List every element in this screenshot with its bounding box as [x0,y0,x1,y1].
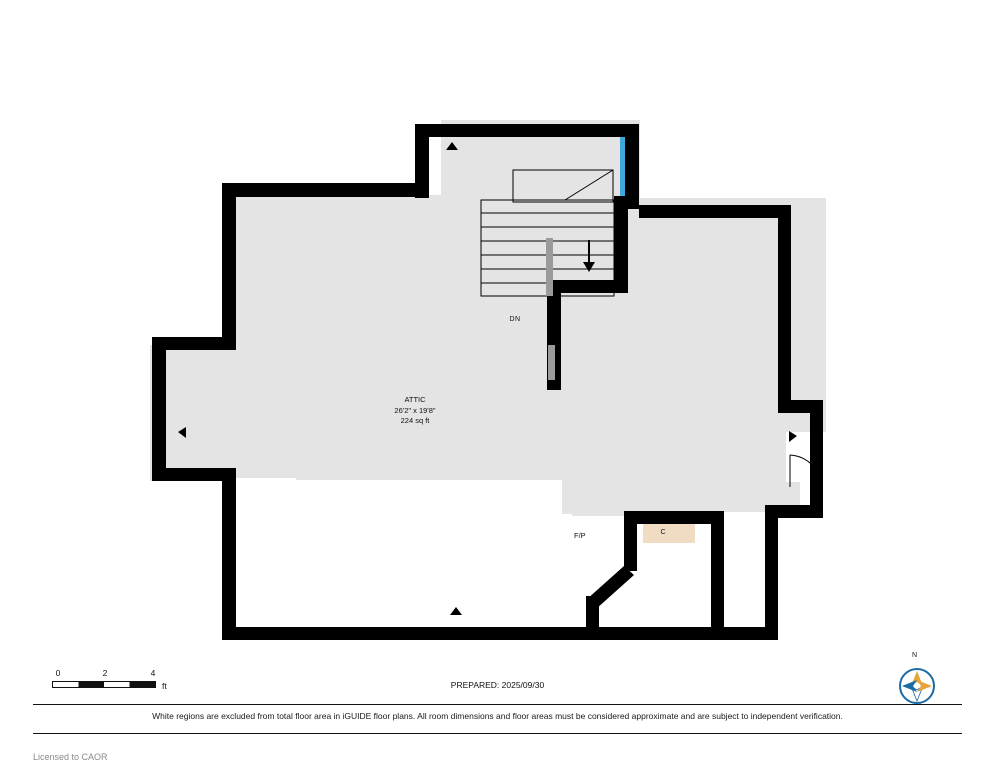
room-label [355,395,475,427]
disclaimer-text: White regions are excluded from total floor area in iGUIDE floor plans. All room dimensions and floor areas must be considered approximate and are subject to independent verification. [152,711,843,721]
stair-rail [546,238,553,296]
stair-rail-lower [548,345,555,380]
room-area: 224 sq ft [400,416,430,425]
scale-tick-4: 4 [150,668,156,678]
fireplace-label: F/P [574,531,586,540]
room-dimensions: 26'2" x 19'8" [394,405,436,415]
room-name: ATTIC [404,395,426,404]
scale-tick-2: 2 [102,668,108,678]
compass-rose [890,652,946,708]
compass-icon [890,652,946,708]
footer-divider-bottom [33,733,962,734]
prepared-date: PREPARED: 2025/09/30 [450,680,545,690]
scale-tick-0: 0 [55,668,61,678]
footer-divider-top [33,704,962,705]
closet-label: C [660,529,666,536]
scale-unit-label: ft [162,681,167,691]
licensed-text: Licensed to CAOR [33,752,108,762]
compass-north-label: N [912,652,918,659]
stairs-down-label: DN [509,316,521,323]
